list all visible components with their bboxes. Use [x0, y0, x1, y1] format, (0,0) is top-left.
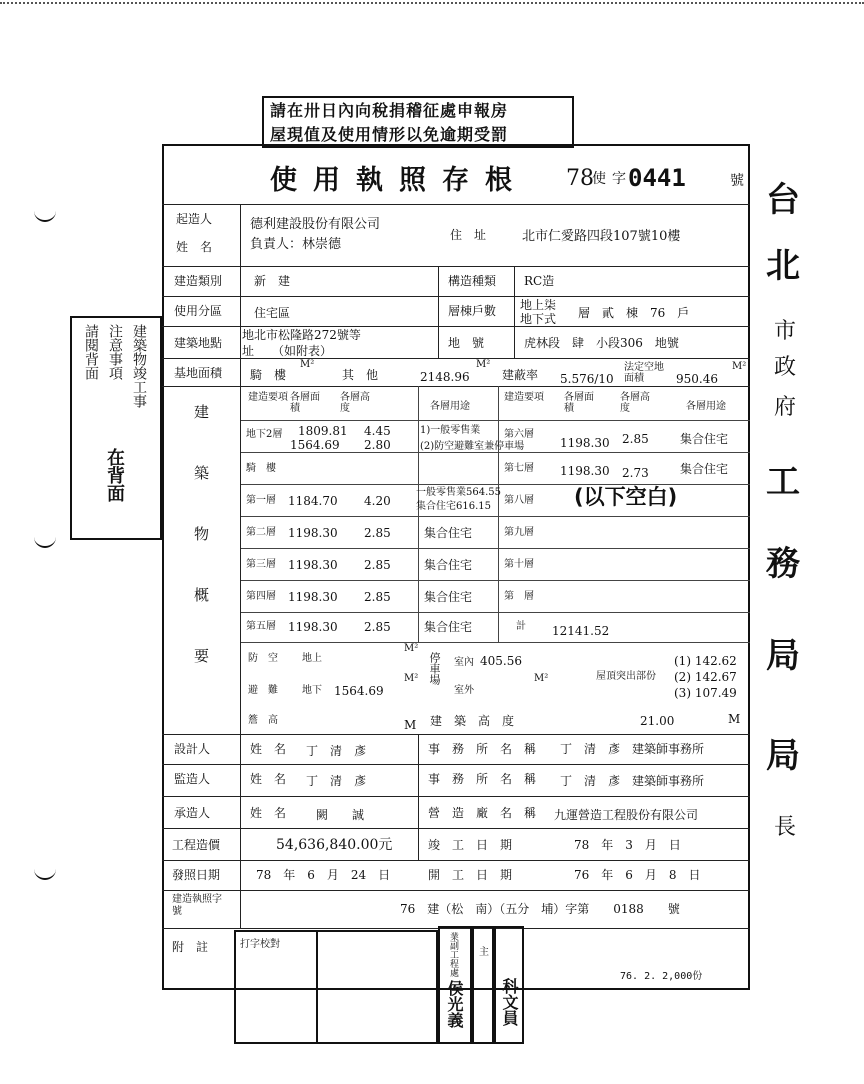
- handwritten-blank-note: (以下空白): [574, 485, 678, 509]
- supervisor-stamp-label: 主: [479, 947, 489, 958]
- header-floor: 建造要項: [504, 392, 544, 403]
- engineer-stamp-title: 業副工程處: [448, 932, 458, 977]
- label-name: 姓 名: [250, 806, 287, 820]
- shelter-below-area: 1564.69: [334, 684, 384, 698]
- label-indoor: 室內: [454, 657, 474, 668]
- floor-use: (2)防空避難室兼停車場: [420, 441, 525, 452]
- floor-area: 1198.30: [560, 464, 610, 478]
- rule: [240, 420, 750, 421]
- seal-char: 局: [766, 736, 800, 776]
- label-office: 事 務 所 名 稱: [428, 742, 537, 756]
- floor-use: 集合住宅: [424, 620, 473, 634]
- floor-area: 1198.30: [288, 620, 338, 634]
- label-coverage: 建蔽率: [502, 368, 539, 382]
- rule: [162, 860, 750, 861]
- label-eave: 簷 高: [248, 715, 278, 726]
- floor-height: 2.73: [622, 466, 649, 480]
- label-name: 姓 名: [250, 742, 287, 756]
- floor-area: 1198.30: [288, 590, 338, 604]
- seal-char: 工: [766, 462, 800, 502]
- floor-height: 2.85: [364, 526, 391, 540]
- label-designer: 設計人: [174, 742, 211, 756]
- location-address-2: 址 （如附表）: [242, 344, 333, 358]
- applicant-address: 北市仁愛路四段107號10樓: [522, 229, 681, 244]
- header-use: 各層用途: [430, 401, 470, 412]
- proofread-stamp: [234, 930, 318, 1044]
- coverage-ratio: 5.576/10: [560, 372, 614, 386]
- construction-cost: 54,636,840.00元: [276, 837, 393, 853]
- label-completion: 竣 工 日 期: [428, 838, 513, 852]
- floor-height: 2.85: [622, 432, 649, 446]
- side-note-column-1: 建築物竣工事: [131, 324, 147, 408]
- rule: [162, 326, 750, 327]
- supervisor-name: 丁 清 彥: [306, 774, 367, 788]
- header-area: 各層面積: [290, 392, 320, 414]
- rule: [162, 890, 750, 891]
- supervisor-office: 丁 清 彥 建築師事務所: [560, 774, 705, 788]
- rule: [498, 386, 499, 642]
- header-height: 各層高度: [340, 392, 370, 414]
- floor-name: 第四層: [246, 591, 276, 602]
- proofread-stamp-label: 打字校對: [240, 939, 280, 950]
- company-name: 德利建設股份有限公司: [250, 217, 381, 232]
- label-applicant: 起造人: [176, 212, 213, 226]
- engineer-stamp-name: 侯光義: [445, 980, 464, 1028]
- designer-name: 丁 清 彥: [306, 744, 367, 758]
- representative: 負責人：林崇德: [250, 237, 342, 252]
- supervisor-stamp-box: [472, 926, 494, 1044]
- units-detail: 層 貳 棟 76 戶: [578, 306, 690, 320]
- floor-use: 集合住宅: [680, 462, 729, 476]
- label-shelter: 避 難: [248, 685, 278, 696]
- label-rooftop: 屋頂突出部份: [596, 671, 656, 682]
- label-other: 其 他: [342, 368, 379, 382]
- label-zone: 使用分區: [174, 304, 223, 318]
- label-office: 事 務 所 名 稱: [428, 772, 537, 786]
- side-note-column-3: 請閱背面: [83, 324, 99, 380]
- floor-name: 第八層: [504, 495, 534, 506]
- floor-name: 第五層: [246, 621, 276, 632]
- label-cost: 工程造價: [172, 838, 221, 852]
- label-lot: 地 號: [448, 336, 485, 350]
- seal-char: 長: [774, 815, 797, 840]
- floor-height: 4.20: [364, 494, 391, 508]
- notice-line-1: 請在卅日內向稅捐稽征處申報房: [270, 101, 509, 120]
- issue-date: 78 年 6 月 24 日: [256, 868, 391, 882]
- floor-name: 計: [516, 621, 526, 632]
- rule: [240, 612, 750, 613]
- floor-use: 集合住宅: [424, 590, 473, 604]
- rooftop-2: (2) 142.67: [674, 670, 737, 684]
- label-building-height: 建 築 高 度: [430, 714, 515, 728]
- floor-name: 地下2層: [246, 429, 283, 440]
- rooftop-1: (1) 142.62: [674, 654, 737, 668]
- floor-use: 集合住宅: [424, 558, 473, 572]
- permit-type-char: 使: [592, 171, 606, 187]
- side-notice-stamp: [70, 316, 162, 540]
- header-area: 各層面積: [564, 392, 594, 414]
- floor-name: 第九層: [504, 527, 534, 538]
- floor-area: 1198.30: [560, 436, 610, 450]
- rule: [162, 828, 750, 829]
- label-open-space: 法定空地面積: [624, 362, 664, 384]
- building-permit-number: 76 建（松 南）（五分 埔）字第 0188 號: [400, 902, 680, 916]
- floor-height: 2.80: [364, 438, 391, 452]
- label-location: 建築地點: [174, 336, 223, 350]
- rooftop-3: (3) 107.49: [674, 686, 737, 700]
- notice-stamp: [262, 96, 574, 148]
- floor-name: 第七層: [504, 463, 534, 474]
- form-title: 使用執照存根: [270, 165, 528, 196]
- floor-area: 1198.30: [288, 558, 338, 572]
- floor-use: 集合住宅: [424, 526, 473, 540]
- label-supervisor: 監造人: [174, 772, 211, 786]
- floor-use: 集合住宅: [680, 432, 729, 446]
- seal-char: 政: [774, 355, 797, 380]
- open-space-area: 950.46: [676, 372, 718, 386]
- location-address-1: 地北市松隆路272號等: [242, 328, 361, 342]
- unit-m2: M²: [476, 359, 491, 370]
- label-shelter: 防 空: [248, 653, 278, 664]
- label-building-permit: 建造執照字號: [172, 894, 222, 917]
- floor-name: 第十層: [504, 559, 534, 570]
- unit-m2: M²: [534, 673, 549, 684]
- label-start-date: 開 工 日 期: [428, 868, 513, 882]
- side-note-column-2: 注意事項: [107, 324, 123, 380]
- designer-office: 丁 清 彥 建築師事務所: [560, 742, 705, 756]
- label-above: 地上: [302, 653, 322, 664]
- unit-m: M: [404, 718, 417, 732]
- floor-name: 第三層: [246, 559, 276, 570]
- parking-indoor-area: 405.56: [480, 654, 522, 668]
- header-height: 各層高度: [620, 392, 650, 414]
- floor-height: 2.85: [364, 590, 391, 604]
- rule: [438, 266, 439, 358]
- label-site-area: 基地面積: [174, 366, 223, 380]
- rule: [162, 764, 750, 765]
- floor-use: 集合住宅616.15: [416, 501, 491, 512]
- label-arcade: 騎 樓: [250, 368, 287, 382]
- floor-area: 1198.30: [288, 526, 338, 540]
- rule: [162, 386, 750, 387]
- clerk-stamp-label: 科文員: [500, 978, 519, 1026]
- label-structure: 構造種類: [448, 274, 497, 288]
- header-use: 各層用途: [686, 401, 726, 412]
- rule: [514, 266, 515, 358]
- start-date: 76 年 6 月 8 日: [574, 868, 701, 882]
- clerk-stamp: [494, 926, 524, 1044]
- permit-hao-char: 號: [730, 173, 744, 189]
- floor-name: 第 層: [504, 591, 534, 602]
- label-units: 層棟戶數: [448, 304, 497, 318]
- contractor-factory: 九運營造工程股份有限公司: [554, 808, 699, 822]
- floor-area: 1809.81: [298, 424, 348, 438]
- contractor-name: 闕 誠: [316, 808, 365, 822]
- permit-number: 0441: [628, 164, 686, 192]
- rule: [162, 796, 750, 797]
- seal-char: 務: [766, 544, 800, 584]
- label-outdoor: 室外: [454, 685, 474, 696]
- section-building-summary: 建築物概要: [192, 404, 210, 709]
- seal-char: 北: [766, 246, 800, 286]
- rule: [162, 358, 750, 359]
- rule: [162, 296, 750, 297]
- notice-line-2: 屋現值及使用情形以免逾期受罰: [270, 125, 509, 144]
- permit-year: 78: [566, 166, 594, 191]
- unit-m: M: [728, 712, 741, 726]
- label-contractor: 承造人: [174, 806, 211, 820]
- label-name: 姓 名: [250, 772, 287, 786]
- binding-mark: [34, 210, 56, 222]
- rule: [240, 548, 750, 549]
- floor-height: 2.85: [364, 558, 391, 572]
- lot-number: 虎林段 肆 小段306 地號: [524, 336, 679, 350]
- units-below: 地下式: [520, 312, 557, 326]
- permit-zi-char: 字: [612, 171, 626, 187]
- build-type: 新 建: [254, 274, 291, 288]
- zone: 住宅區: [254, 306, 291, 320]
- header-floor: 建造要項: [248, 392, 288, 403]
- rule: [162, 266, 750, 267]
- unit-m2: M²: [300, 359, 315, 370]
- print-info: 76. 2. 2,000份: [620, 971, 703, 982]
- label-parking: 停車場: [428, 652, 441, 685]
- units-above: 地上柒: [520, 298, 557, 312]
- rule: [418, 386, 419, 642]
- rule: [162, 734, 750, 735]
- completion-date: 78 年 3 月 日: [574, 838, 681, 852]
- structure: RC造: [524, 274, 555, 288]
- label-below: 地下: [302, 685, 322, 696]
- floor-name: 騎 樓: [246, 463, 276, 474]
- engineer-stamp: [438, 926, 472, 1044]
- floor-use: 1)一般零售業: [420, 425, 481, 436]
- building-height: 21.00: [640, 714, 675, 728]
- seal-char: 台: [766, 180, 800, 220]
- rule: [418, 734, 419, 860]
- label-remark: 附 註: [172, 940, 209, 954]
- label-build-type: 建造類別: [174, 274, 223, 288]
- floor-name: 第二層: [246, 527, 276, 538]
- binding-mark: [34, 536, 56, 548]
- scan-header-line: [0, 2, 864, 4]
- rule: [240, 580, 750, 581]
- other-area: 2148.96: [420, 370, 470, 384]
- total-area: 12141.52: [552, 624, 610, 638]
- label-address: 住 址: [450, 228, 487, 242]
- rule: [240, 204, 241, 928]
- unit-m2: M²: [732, 361, 747, 372]
- seal-char: 局: [766, 636, 800, 676]
- floor-height: 4.45: [364, 424, 391, 438]
- seal-char: 府: [774, 395, 797, 420]
- floor-height: 2.85: [364, 620, 391, 634]
- unit-m2: M²: [404, 673, 419, 684]
- rule: [240, 516, 750, 517]
- floor-area: 1184.70: [288, 494, 338, 508]
- side-note-highlight: 在背面: [104, 448, 125, 502]
- label-issue-date: 發照日期: [172, 868, 221, 882]
- signature-box: [318, 930, 438, 1044]
- floor-name: 第一層: [246, 495, 276, 506]
- floor-use: 一般零售業564.55: [416, 487, 501, 498]
- rule: [162, 204, 750, 205]
- floor-area: 1564.69: [290, 438, 340, 452]
- label-factory: 營 造 廠 名 稱: [428, 806, 537, 820]
- unit-m2: M²: [404, 643, 419, 654]
- seal-char: 市: [774, 319, 797, 344]
- binding-mark: [34, 868, 56, 880]
- rule: [240, 642, 750, 643]
- floor-name: 第六層: [504, 429, 534, 440]
- label-name: 姓 名: [176, 240, 213, 254]
